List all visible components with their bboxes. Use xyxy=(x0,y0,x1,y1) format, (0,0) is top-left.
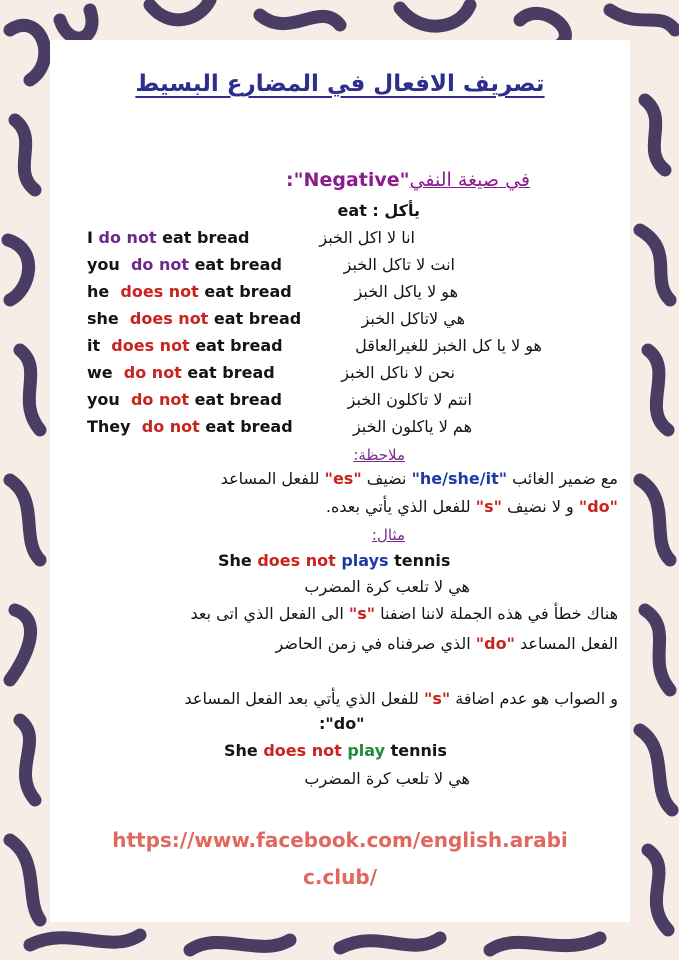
conj-row-english: you do not eat bread xyxy=(87,255,282,274)
conj-row-arabic: هم لا ياكلون الخبز xyxy=(352,417,472,436)
example-translation-correct: هي لا تلعب كرة المضرب xyxy=(304,769,470,788)
conj-row-arabic: انا لا اكل الخبز xyxy=(319,228,415,247)
verb-arabic: يأكل : xyxy=(372,201,420,220)
conj-row-arabic: نحن لا ناكل الخبز xyxy=(341,363,455,382)
example-sentence-correct: She does not play tennis xyxy=(224,741,447,760)
correction-line-2: :"do" xyxy=(319,714,365,733)
conj-row-english: she does not eat bread xyxy=(87,309,302,328)
conj-row-english: we do not eat bread xyxy=(87,363,275,382)
note-line-2: "do" و لا نضيف "s" للفعل الذي يأتي بعده. xyxy=(325,497,618,516)
content-card xyxy=(50,40,630,922)
conj-row-arabic: هو لا يا كل الخبز للغيرالعاقل xyxy=(355,336,542,355)
conj-row-english: he does not eat bread xyxy=(87,282,292,301)
correction-line-1: و الصواب هو عدم اضافة "s" للفعل الذي يأتي بعد الفعل المساعد xyxy=(184,689,618,708)
explanation-line-2: الفعل المساعد "do" الذي صرفناه في زمن الحاضر xyxy=(275,634,618,653)
explanation-line-1: هناك خطأ في هذه الجملة لاننا اضفنا "s" الى الفعل الذي اتى بعد xyxy=(190,604,618,623)
page-title: تصريف الافعال في المضارع البسيط xyxy=(135,71,545,97)
conj-row-arabic: انت لا تاكل الخبز xyxy=(343,255,455,274)
facebook-link-line-1[interactable]: https://www.facebook.com/english.arabi xyxy=(112,828,568,852)
verb-line xyxy=(338,200,420,222)
facebook-link-line-2[interactable]: c.club/ xyxy=(302,865,378,889)
conj-row-arabic: انتم لا تاكلون الخبز xyxy=(347,390,472,409)
note-line-1: مع ضمير الغائب "he/she/it" نضيف "es" للفعل المساعد xyxy=(220,469,618,488)
example-sentence-wrong: She does not plays tennis xyxy=(218,551,451,570)
conj-row-arabic: هي لاتاكل الخبز xyxy=(361,309,465,328)
verb-english: eat xyxy=(337,201,367,220)
conj-row-arabic: هو لا ياكل الخبز xyxy=(354,282,458,301)
conj-row-english: it does not eat bread xyxy=(87,336,283,355)
example-label: مثال: xyxy=(371,526,405,544)
conj-row-english: you do not eat bread xyxy=(87,390,282,409)
negative-heading xyxy=(286,166,530,194)
negative-heading-arabic: في صيغة النفي xyxy=(409,169,530,191)
negative-heading-english: "Negative": xyxy=(286,169,410,191)
conj-row-english: They do not eat bread xyxy=(87,417,293,436)
conj-row-english: I do not eat bread xyxy=(87,228,250,247)
example-translation-wrong: هي لا تلعب كرة المضرب xyxy=(304,577,470,596)
note-label: ملاحظة: xyxy=(353,446,405,464)
